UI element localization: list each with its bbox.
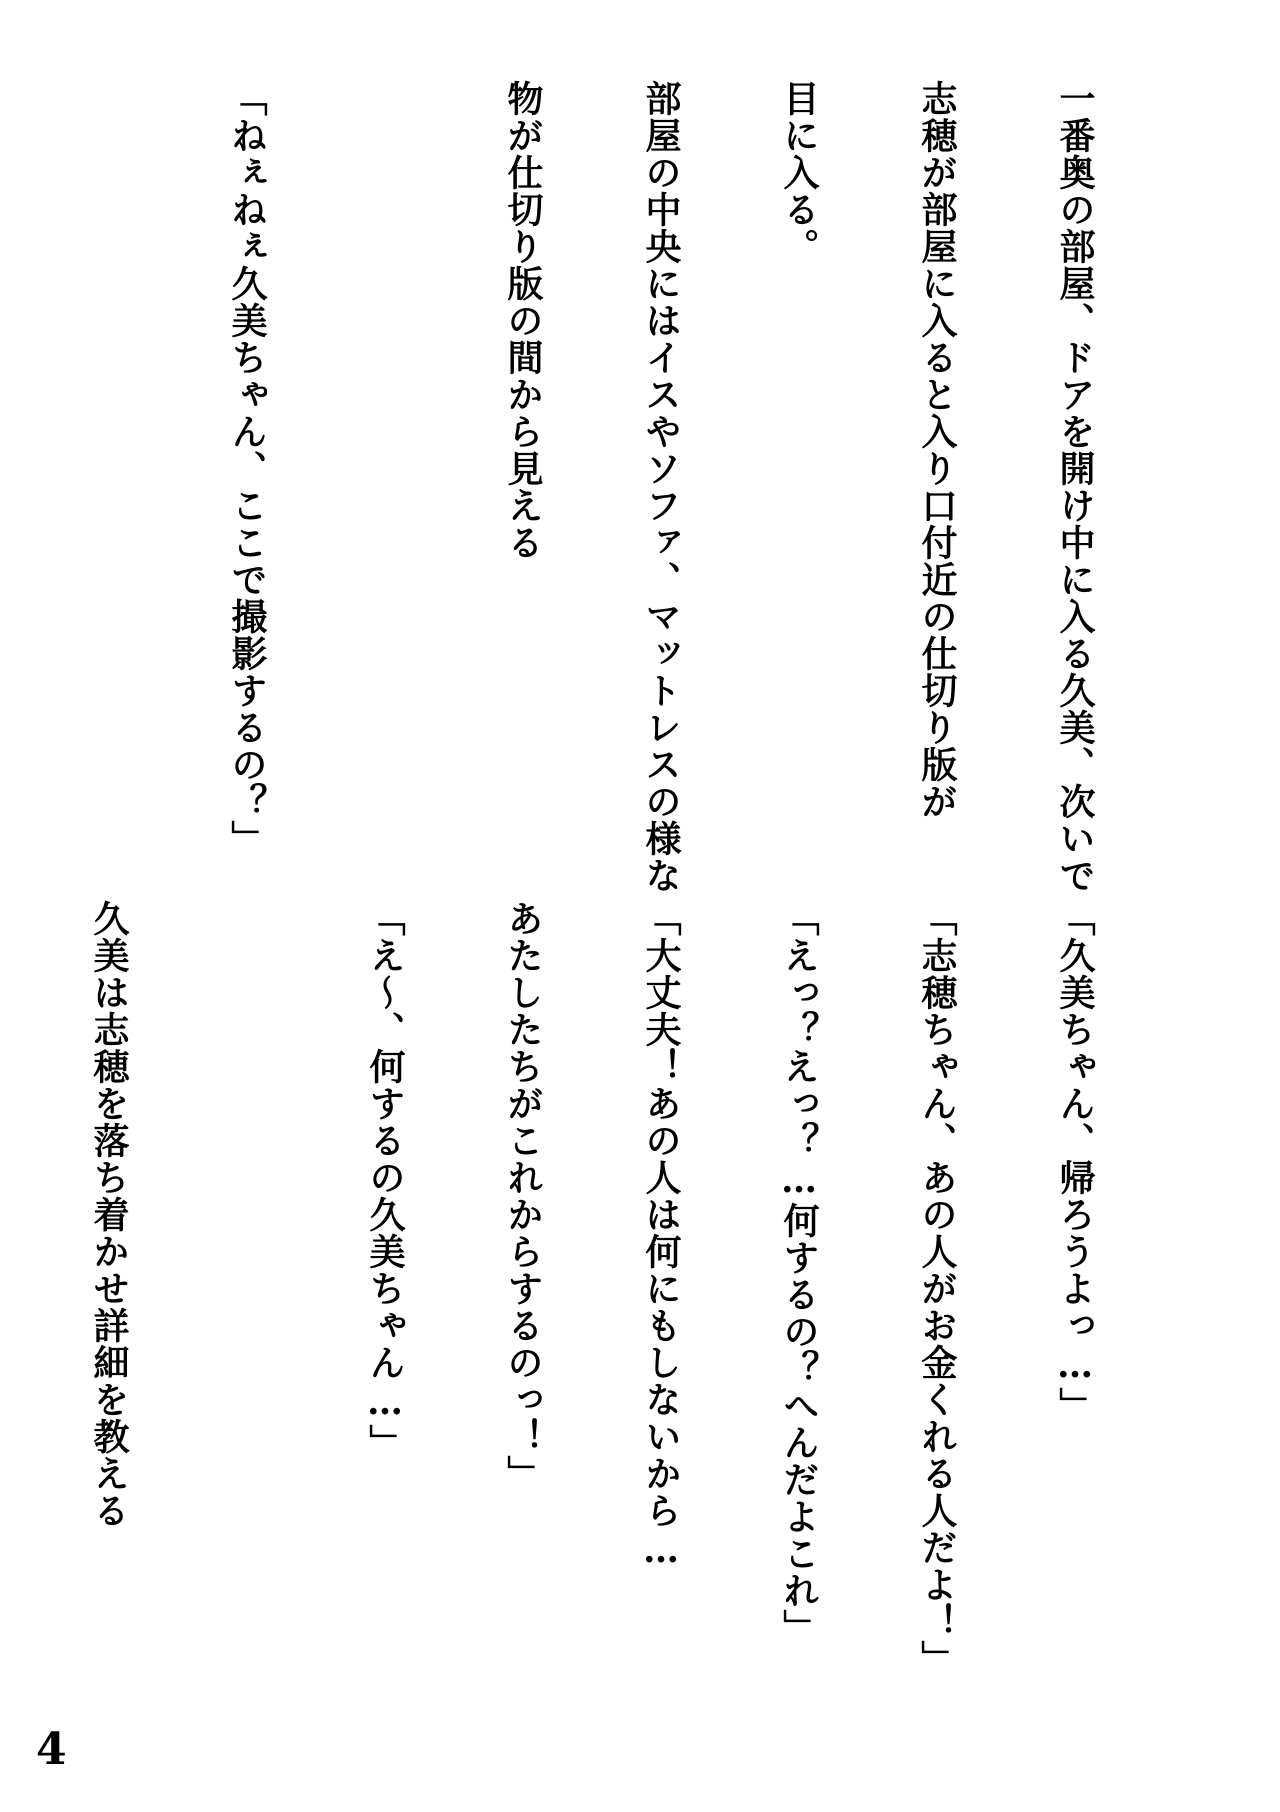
dialogue-line: 「ねぇねぇ久美ちゃん、ここで撮影するの？」 [226,80,268,857]
text-line: 久美は志穂を落ち着かせ詳細を教える [88,900,130,1529]
bottom-text-block [0,900,1190,1677]
dialogue-line: 「えっ？えっ？…何するの？へんだよこれ」 [778,900,820,1646]
text-line: 一番奥の部屋、ドアを開け中に入る久美、次いで [1054,80,1096,894]
dialogue-line: 「志穂ちゃん、あの人がお金くれる人だよ！」 [916,900,958,1677]
paragraph-gap [86,80,132,90]
text-line: 物が仕切り版の間から見える [502,80,544,561]
text-line: 目に入る。 [778,80,820,265]
paragraph-gap [224,900,270,910]
text-line: 部屋の中央にはイスやソファ、マットレスの様な [640,80,682,894]
dialogue-line: 「え～、何するの久美ちゃん…」 [364,900,406,1461]
dialogue-line: 「大丈夫！あの人は何にもしないから… [640,900,682,1572]
page-number: 4 [36,1724,67,1775]
paragraph-gap [362,80,408,90]
dialogue-line: 「久美ちゃん、帰ろうよっ…」 [1054,900,1096,1424]
dialogue-line: あたしたちがこれからするのっ！」 [502,900,544,1492]
top-text-block [0,80,1190,894]
text-line: 志穂が部屋に入ると入り口付近の仕切り版が [916,80,958,820]
